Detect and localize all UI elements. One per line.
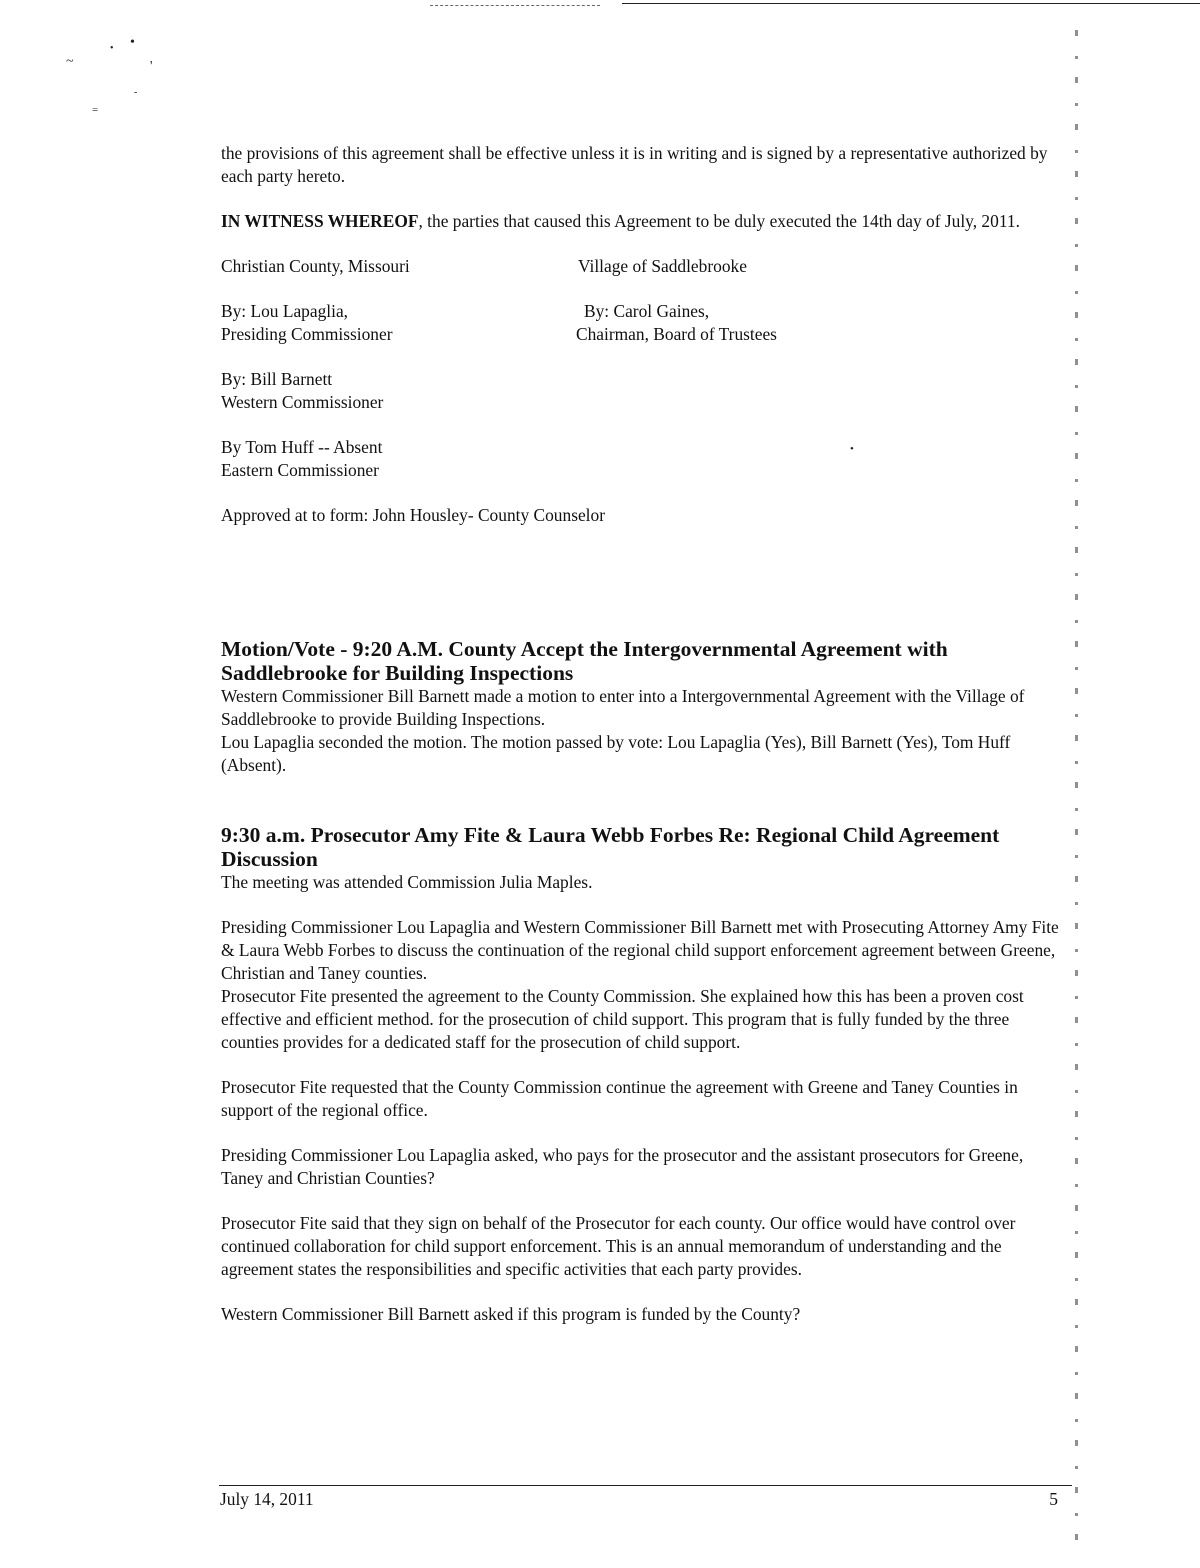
left-signer-2: By: Bill Barnett bbox=[221, 369, 333, 389]
approved-as-to-form: Approved at to form: John Housley- County Counselor bbox=[221, 505, 606, 525]
right-signer: By: Carol Gaines, bbox=[584, 301, 710, 321]
scan-top-rule bbox=[622, 3, 1200, 4]
motion-heading: Motion/Vote - 9:20 A.M. County Accept the Intergovernmental Agreement with Saddlebrooke for Building Inspections bbox=[221, 637, 948, 685]
discussion-paragraph-4: Presiding Commissioner Lou Lapaglia asked, who pays for the prosecutor and the assistant prosecutors for Greene, Taney and Christian Counties? bbox=[221, 1145, 1024, 1188]
discussion-paragraph-5: Prosecutor Fite said that they sign on behalf of the Prosecutor for each county. Our office would have control over continued collaboration for child support enforcement. This is an annual memorandum of understanding and the agreement states the responsibilities and specific activities that each party provides. bbox=[221, 1213, 1016, 1279]
right-party: Village of Saddlebrooke bbox=[578, 256, 747, 276]
scan-speck: ' bbox=[150, 59, 153, 74]
scan-speck: • bbox=[850, 443, 854, 455]
witness-paragraph bbox=[221, 210, 1061, 233]
paragraph-continuation: the provisions of this agreement shall be effective unless it is in writing and is signed by a representative authorized by each party hereto. bbox=[221, 143, 1048, 186]
signature-block-1 bbox=[221, 300, 1061, 346]
discussion-paragraph-2: Prosecutor Fite presented the agreement to the County Commission. She explained how this has been a proven cost effective and efficient method. for the prosecution of child support. This program that is fully funded by the three counties provides for a dedicated staff for the prosecution of child support. bbox=[221, 986, 1024, 1052]
scan-speck: • bbox=[130, 35, 135, 50]
left-party: Christian County, Missouri bbox=[221, 256, 410, 276]
scan-margin-artifact bbox=[1075, 30, 1078, 1560]
left-signer-2-title: Western Commissioner bbox=[221, 392, 384, 412]
attendance-note: The meeting was attended Commission Julia Maples. bbox=[221, 872, 593, 892]
discussion-paragraph-1: Presiding Commissioner Lou Lapaglia and Western Commissioner Bill Barnett met with Prosecuting Attorney Amy Fite & Laura Webb Forbes to discuss the continuation of the regional child support enforcement agreement between Greene, Christian and Taney counties. bbox=[221, 917, 1059, 983]
document-body bbox=[221, 142, 1061, 1326]
left-signer-1-title: Presiding Commissioner bbox=[221, 324, 393, 344]
scan-speck: ~ bbox=[66, 54, 74, 69]
left-signer-3: By Tom Huff -- Absent bbox=[221, 437, 383, 457]
motion-body-2: Lou Lapaglia seconded the motion. The motion passed by vote: Lou Lapaglia (Yes), Bill Barnett (Yes), Tom Huff (Absent). bbox=[221, 732, 1011, 775]
left-signer-1: By: Lou Lapaglia, bbox=[221, 301, 349, 321]
discussion-paragraph-6: Western Commissioner Bill Barnett asked if this program is funded by the County? bbox=[221, 1304, 801, 1324]
page-number: 5 bbox=[1049, 1489, 1058, 1509]
scan-top-dash bbox=[430, 5, 600, 6]
witness-lead: IN WITNESS WHEREOF bbox=[221, 211, 419, 231]
scan-speck: = bbox=[92, 104, 99, 116]
footer-date: July 14, 2011 bbox=[220, 1489, 314, 1509]
right-signer-title: Chairman, Board of Trustees bbox=[576, 324, 777, 344]
scan-speck: • bbox=[110, 43, 114, 54]
signature-parties bbox=[221, 255, 1061, 278]
discussion-paragraph-3: Prosecutor Fite requested that the County Commission continue the agreement with Greene and Taney Counties in support of the regional office. bbox=[221, 1077, 1018, 1120]
motion-body-1: Western Commissioner Bill Barnett made a motion to enter into a Intergovernmental Agreement with the Village of Saddlebrooke to provide Building Inspections. bbox=[221, 686, 1025, 729]
left-signer-3-title: Eastern Commissioner bbox=[221, 460, 379, 480]
witness-text: , the parties that caused this Agreement to be duly executed the 14th day of July, 2011. bbox=[418, 211, 1020, 231]
page-footer bbox=[219, 1485, 1072, 1510]
prosecutor-heading: 9:30 a.m. Prosecutor Amy Fite & Laura Webb Forbes Re: Regional Child Agreement Discussion bbox=[221, 823, 1000, 871]
scan-speck: - bbox=[134, 87, 138, 98]
